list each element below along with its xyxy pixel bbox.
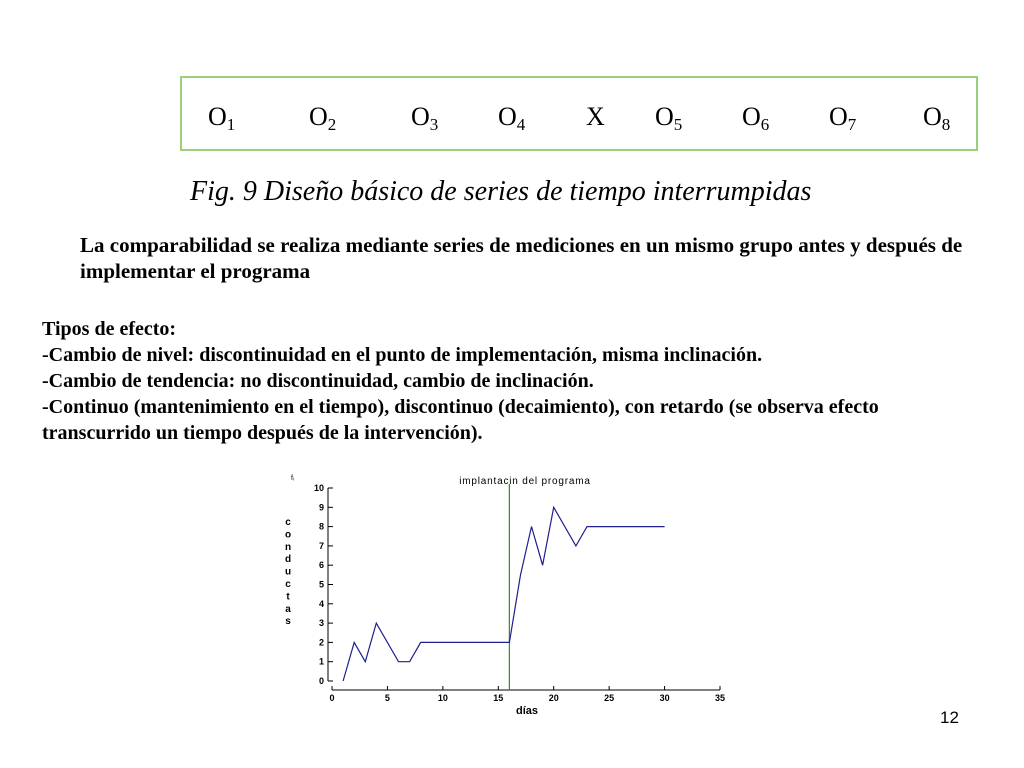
y-tick-label: 4 [318, 598, 324, 609]
y-tick-label: 7 [318, 540, 324, 551]
x-tick-label: 5 [384, 693, 390, 703]
y-axis-label-letter: s [285, 616, 291, 628]
x-tick-label: 0 [329, 693, 335, 703]
figure-caption: Fig. 9 Diseño básico de series de tiempo interrumpidas [190, 176, 812, 207]
y-axis-label-letter: o [284, 529, 292, 541]
page-number: 12 [940, 708, 959, 727]
y-axis-label-letter: c [285, 517, 291, 528]
series-line [343, 507, 664, 681]
y-tick-label: 6 [318, 560, 324, 571]
intervention-x: X [586, 102, 605, 131]
x-tick-label: 10 [437, 693, 448, 703]
y-tick-label: 0 [318, 676, 324, 686]
observation-1: $O_1$ [208, 102, 236, 134]
effect-item: -Cambio de tendencia: no discontinuidad, cambio de inclinación. [42, 370, 594, 392]
observation-5: $O_5$ [655, 102, 683, 134]
y-axis-label-letter: u [284, 566, 292, 578]
chart-axes [328, 488, 720, 690]
x-tick-label: 15 [493, 693, 504, 703]
y-axis-label-letter: n [284, 541, 292, 553]
y-axis-label-letter: d [284, 554, 292, 566]
effect-item: -Continuo (mantenimiento en el tiempo), discontinuo (decaimiento), con retardo (se observa efecto transcurrido un tiempo después de la intervención). [42, 396, 879, 444]
intro-paragraph: La comparabilidad se realiza mediante series de mediciones en un mismo grupo antes y después de implementar el programa [80, 233, 963, 283]
y-axis-label-letter: c [285, 579, 291, 590]
y-tick-label: 5 [318, 579, 324, 590]
effects-heading: Tipos de efecto: [42, 318, 177, 340]
x-tick-label: 35 [714, 693, 726, 703]
observation-6: $O_6$ [742, 102, 770, 134]
y-tick-label: 10 [313, 483, 324, 493]
y-axis-label [285, 517, 291, 627]
effects-list [42, 316, 982, 446]
observation-2: $O_2$ [309, 102, 337, 134]
y-tick-label: 9 [318, 502, 324, 513]
chart-marks [343, 484, 664, 690]
x-tick-label: 30 [659, 693, 670, 703]
x-tick-label: 25 [604, 693, 615, 703]
chart-ticks [314, 483, 725, 703]
y-axis-label-letter: t [286, 591, 290, 603]
design-diagram-box [180, 76, 978, 151]
observation-8: $O_8$ [923, 102, 951, 134]
chart-corner-label: fᵢ [291, 475, 295, 482]
observation-3: $O_3$ [411, 102, 439, 134]
y-tick-label: 3 [318, 618, 324, 629]
observation-7: $O_7$ [829, 102, 857, 134]
intervention-label: implantacin del programa [459, 476, 591, 487]
effect-item: -Cambio de nivel: discontinuidad en el punto de implementación, misma inclinación. [42, 344, 763, 366]
y-tick-label: 2 [318, 637, 324, 648]
x-axis-label: días [515, 705, 539, 717]
x-tick-label: 20 [548, 693, 559, 703]
y-tick-label: 8 [318, 521, 324, 532]
observation-4: $O_4$ [498, 102, 526, 134]
y-axis-label-letter: a [285, 603, 291, 615]
y-tick-label: 1 [318, 656, 324, 667]
